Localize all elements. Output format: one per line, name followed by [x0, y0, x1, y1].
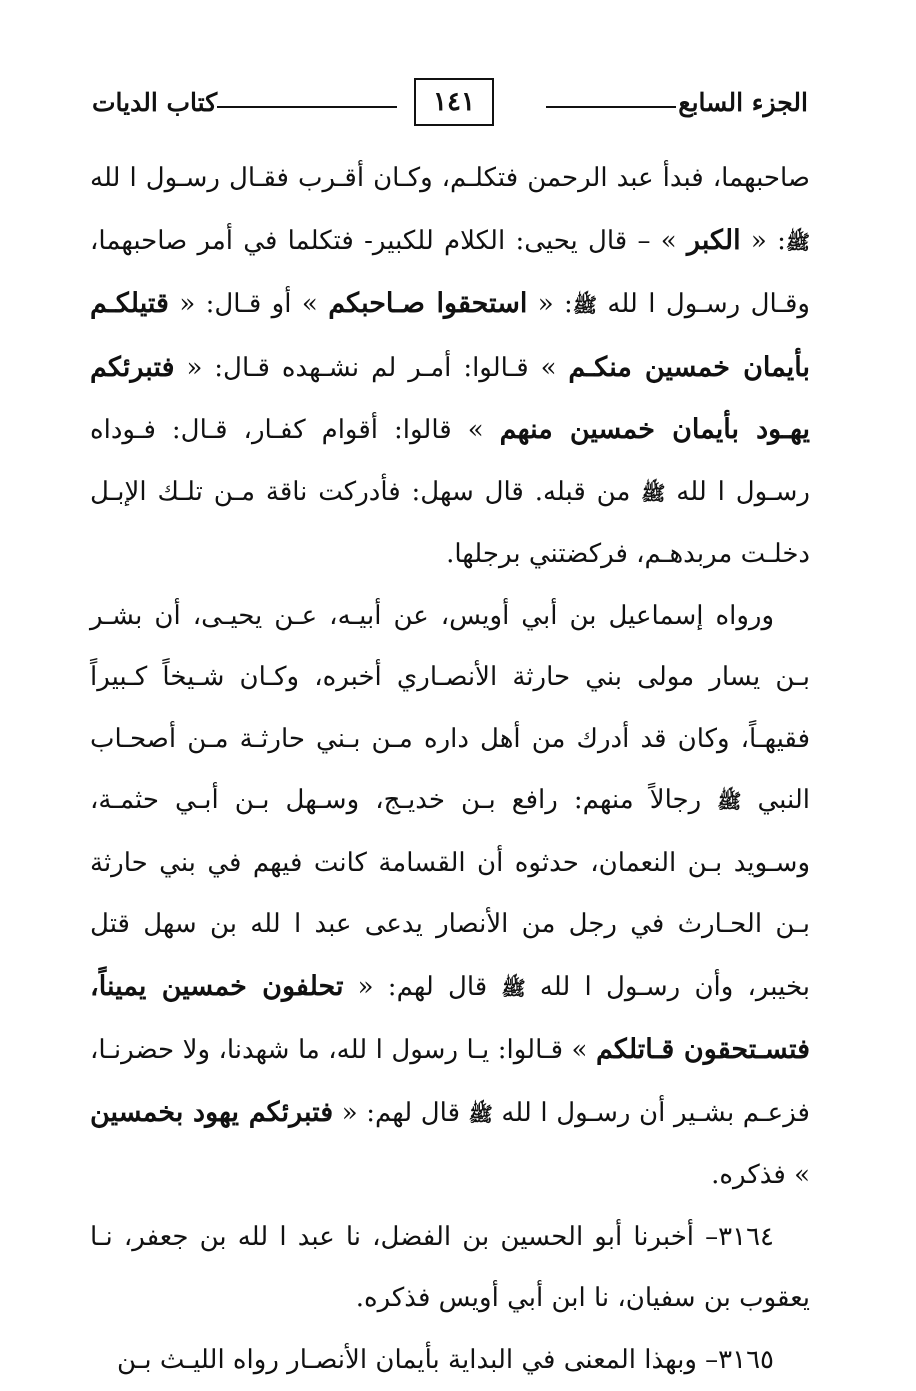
text-run: » – قال يحيى: الكلام للكبير- فتكلما في أمر صاحبهما، وقـال رسـول ا لله: [90, 226, 810, 320]
salla-ligature: ﷺ: [641, 481, 665, 505]
bold-quote: تحلفون خمسين يميناً، فتسـتحقون قـاتلكم: [90, 971, 810, 1066]
paragraph-1: [90, 148, 810, 586]
bold-quote: فتبرئكم يهود بخمسين: [90, 1097, 333, 1128]
text-run: قال لهم: «: [333, 1098, 468, 1128]
page-header: [92, 78, 808, 130]
header-rule-left: [217, 106, 397, 108]
text-run: : «: [741, 226, 786, 256]
text-run: ٣١٦٥– وبهذا المعنى في البداية بأيمان الأنصـار رواه الليـث بـن: [117, 1345, 774, 1375]
page-number-box: ١٤١: [414, 78, 494, 126]
text-run: صاحبهما، فبدأ عبد الرحمن فتكلـم، وكـان أقـرب فقـال رسـول ا لله: [90, 163, 810, 193]
paragraph-3: [90, 1207, 810, 1330]
text-run: رجالاً منهم: رافع بـن خديـج، وسـهل بـن أبـي حثمـة، وسـويد بـن النعمان، حدثوه أن القسامة كانت فيهم في بني حارثة بـن الحـارث في رجل من الأنصار يدعى عبد ا لله بن سهل قتل بخيبر، وأن رسـول ا لله: [90, 785, 810, 1002]
bold-quote: الكبر: [687, 225, 741, 256]
main-text: [90, 148, 810, 1391]
book-title: كتاب الديات: [92, 88, 217, 117]
text-run: » قـالوا: يـا رسول ا لله، ما شهدنا، ولا حضرنـا، فزعـم بشـير أن رسـول ا لله: [90, 1035, 810, 1128]
text-run: » فذكره.: [711, 1160, 810, 1190]
text-run: : «: [527, 289, 572, 319]
bold-quote: قتيلكـم بأيمان خمسين منكـم: [90, 288, 810, 383]
text-run: من قبله. قال سهل: فأدركت ناقة مـن تلـك الإبـل دخلـت مربدهـم، فركضتني برجلها.: [90, 477, 810, 570]
text-run: ورواه إسماعيل بن أبي أويس، عن أبيـه، عـن يحيـى، أن بشـر بـن يسار مولى بني حارثة الأنصـاري أخبره، وكـان شـيخاً كـبيراً فقيهـاً، وكان قد أدرك من أهل داره مـن بـني حارثـة مـن أصحـاب النبي: [90, 601, 810, 816]
text-run: » قالوا: أقوام كفـار، قـال: فـوداه رسـول ا لله: [90, 415, 810, 507]
salla-ligature: ﷺ: [786, 230, 810, 254]
text-run: ٣١٦٤– أخبرنا أبو الحسين بن الفضل، نا عبد ا لله بن جعفر، نـا يعقوب بن سفيان، نا ابن أبي أويس فذكره.: [90, 1222, 810, 1314]
bold-quote: فتبرئكم يهـود بأيمان خمسين منهم: [90, 352, 810, 446]
salla-ligature: ﷺ: [469, 1102, 493, 1126]
salla-ligature: ﷺ: [573, 293, 597, 317]
paragraph-4: [90, 1330, 810, 1391]
salla-ligature: ﷺ: [717, 789, 741, 813]
volume-title: الجزء السابع: [678, 88, 808, 117]
text-run: » قـالوا: أمـر لم نشـهده قـال: «: [175, 353, 569, 383]
header-rule-right: [546, 106, 676, 108]
salla-ligature: ﷺ: [501, 976, 525, 1000]
text-run: » أو قـال: «: [169, 289, 328, 319]
paragraph-2: [90, 586, 810, 1207]
text-run: قال لهم: «: [343, 972, 501, 1002]
bold-quote: استحقوا صـاحبكم: [328, 288, 527, 319]
